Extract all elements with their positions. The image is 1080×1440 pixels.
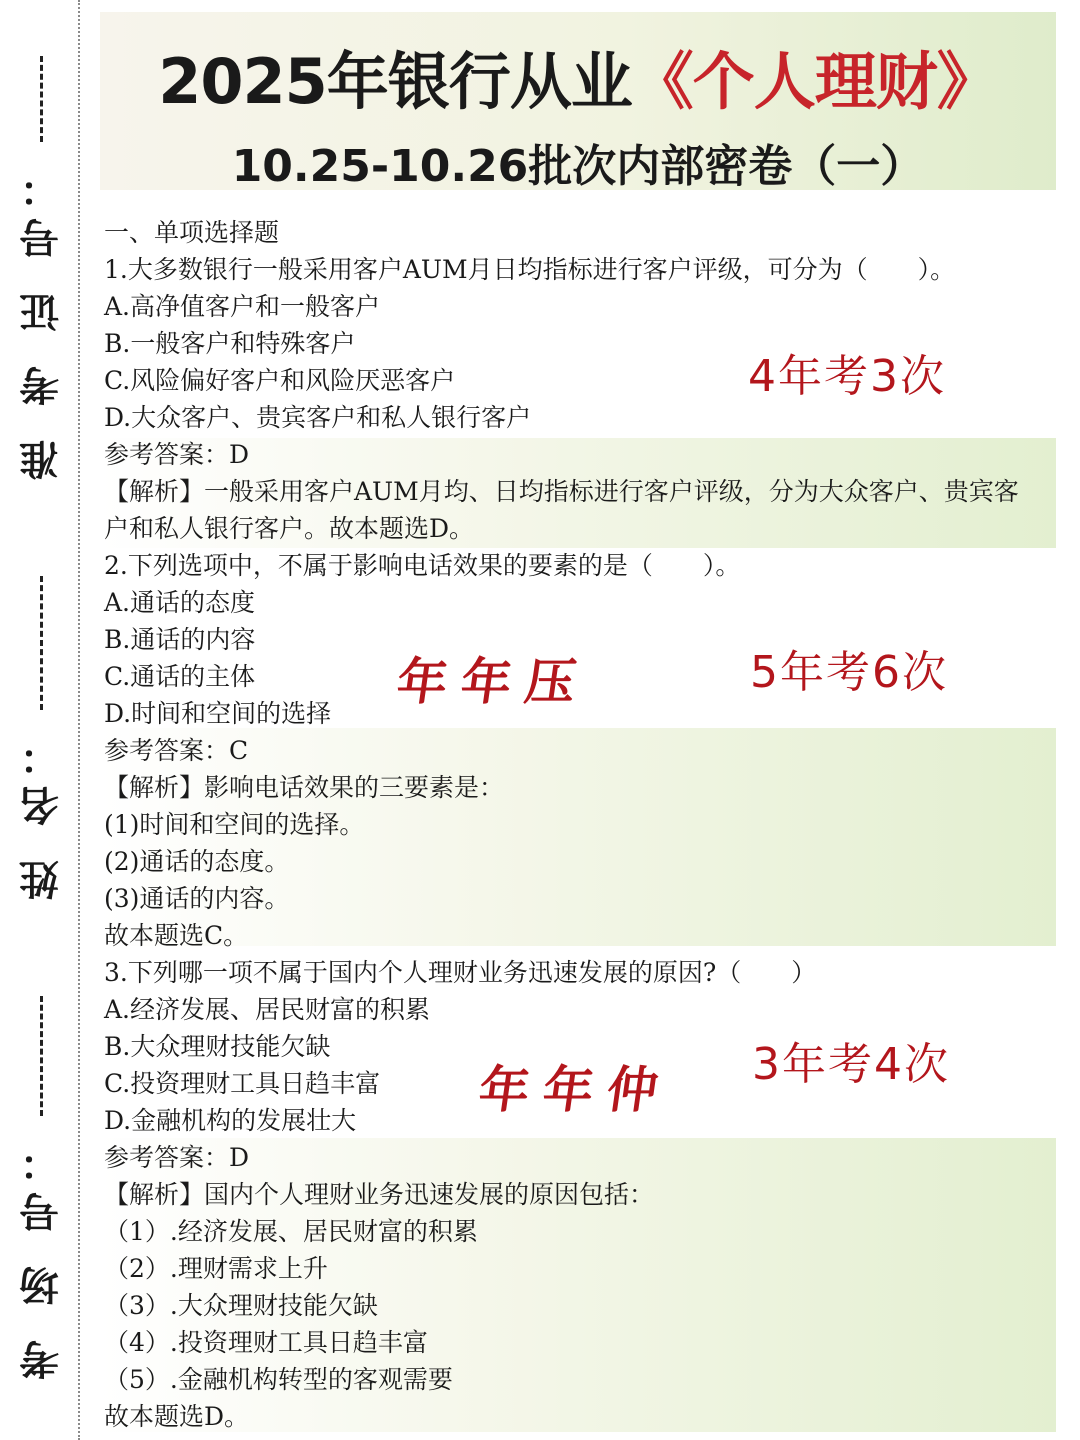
highlight-stamp-2: 年年压 [393,653,594,711]
analysis-line: （2）.理财需求上升 [104,1254,328,1283]
section-heading: 一、单项选择题 [104,218,280,247]
analysis-line: 【解析】一般采用客户AUM月均、日均指标进行客户评级，分为大众客户、贵宾客户和私人银行客户。故本题选D。 [104,477,1019,543]
room-blank [41,996,44,1116]
analysis-line: 故本题选D。 [104,1402,250,1431]
analysis-line: (2)通话的态度。 [104,847,290,876]
frequency-note-1: 4年考3次 [748,351,946,402]
option-b: B.通话的内容 [104,625,256,654]
room-label: 考 场 号： [19,1132,66,1380]
option-d: D.时间和空间的选择 [104,699,332,728]
highlight-stamp-3: 年年仲 [475,1061,676,1119]
question-stem: 1.大多数银行一般采用客户AUM月日均指标进行客户评级，可分为（ ）。 [104,255,956,284]
name-label: 姓 名： [19,726,66,900]
analysis-line: （3）.大众理财技能欠缺 [104,1291,378,1320]
option-a: A.高净值客户和一般客户 [104,292,381,321]
answer-line: 参考答案：D [104,440,250,469]
admit-card-label: 准 考 证 号： [19,158,66,480]
analysis-line: (3)通话的内容。 [104,884,290,913]
binding-margin [0,0,80,1440]
name-blank [41,576,44,710]
analysis-line: 【解析】影响电话效果的三要素是： [104,773,505,802]
analysis-line: 【解析】国内个人理财业务迅速发展的原因包括： [104,1180,655,1209]
admit-card-blank [41,56,44,142]
analysis-line: (1)时间和空间的选择。 [104,810,365,839]
option-c: C.投资理财工具日趋丰富 [104,1069,381,1098]
option-c: C.通话的主体 [104,662,256,691]
question-3 [104,954,1050,1435]
frequency-note-2: 5年考6次 [750,647,948,698]
option-d: D.金融机构的发展壮大 [104,1106,357,1135]
title-accent: 《个人理财》 [631,45,998,118]
admit-card-field [14,40,70,480]
option-a: A.经济发展、居民财富的积累 [104,995,431,1024]
question-stem: 2.下列选项中，不属于影响电话效果的要素的是（ ）。 [104,551,741,580]
title-main: 2025年银行从业 [158,45,632,118]
option-a: A.通话的态度 [104,588,256,617]
room-field [14,980,70,1380]
answer-line: 参考答案：C [104,736,249,765]
option-d: D.大众客户、贵宾客户和私人银行客户 [104,403,532,432]
page-header [100,12,1056,190]
option-c: C.风险偏好客户和风险厌恶客户 [104,366,456,395]
frequency-note-3: 3年考4次 [752,1039,950,1090]
analysis-line: （5）.金融机构转型的客观需要 [104,1365,453,1394]
name-field [14,560,70,900]
page-subtitle: 10.25-10.26批次内部密卷（一） [231,141,925,192]
question-stem: 3.下列哪一项不属于国内个人理财业务迅速发展的原因?（ ） [104,958,817,987]
analysis-line: 故本题选C。 [104,921,249,950]
answer-line: 参考答案：D [104,1143,250,1172]
analysis-line: （4）.投资理财工具日趋丰富 [104,1328,428,1357]
analysis-line: （1）.经济发展、居民财富的积累 [104,1217,478,1246]
page-title [100,32,1056,121]
question-2 [104,547,1050,954]
option-b: B.大众理财技能欠缺 [104,1032,331,1061]
option-b: B.一般客户和特殊客户 [104,329,356,358]
